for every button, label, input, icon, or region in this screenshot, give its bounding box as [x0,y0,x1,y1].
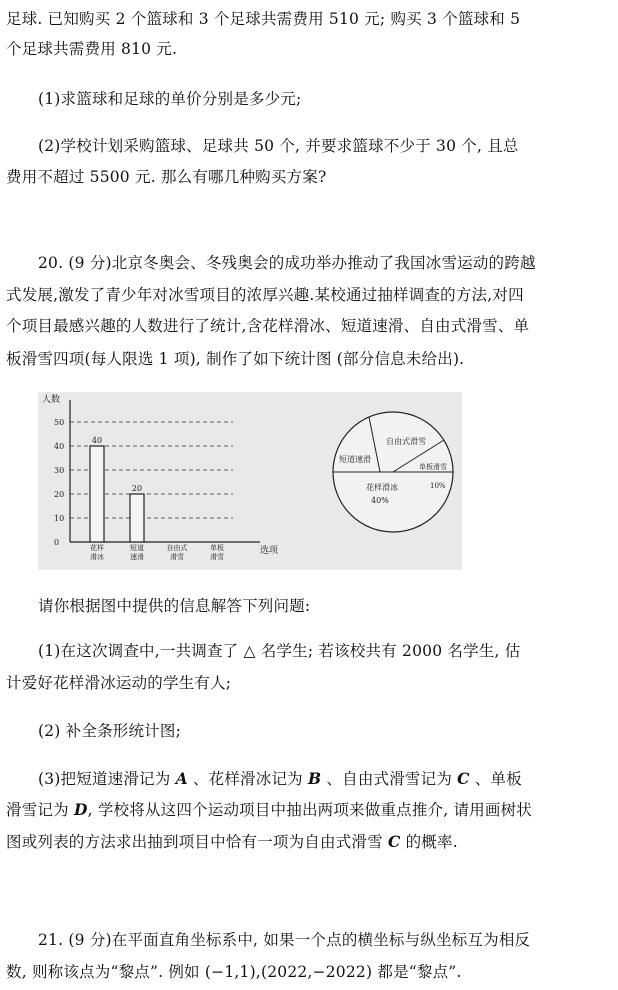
pie-value-snowboard: 10% [430,482,446,490]
text-line-9: 板滑雪四项(每人限选 1 项), 制作了如下统计图 (部分信息未给出). [6,350,465,368]
y-axis-label: 人数 [42,395,61,405]
text-line-12: 计爱好花样滑冰运动的学生有人; [6,674,232,692]
y-tick-label: 30 [54,466,65,475]
pie-value-figure-skating: 40% [371,496,389,505]
y-tick-label: 40 [54,442,65,451]
pie-label-short-track: 短道速滑 [339,455,371,464]
question-19-part-1: (1)求篮球和足球的单价分别是多少元; [38,90,302,108]
text-line-18: 数, 则称该点为“黎点”. 例如 (−1,1),(2022,−2022) 都是“黎点”. [6,963,462,981]
pie-label-snowboard: 单板滑雪 [419,463,447,471]
pie-label-figure-skating: 花样滑冰 [366,483,398,492]
x-tick-label: 短道 [130,544,144,552]
x-tick-label: 滑冰 [90,553,104,561]
x-tick-label: 滑雪 [210,553,224,561]
y-tick-label: 20 [54,490,65,499]
question-19-part-2: (2)学校计划采购篮球、足球共 50 个, 并要求篮球不少于 30 个, 且总 [38,137,519,155]
statistics-svg [38,392,462,570]
text-line-15: 滑雪记为 D, 学校将从这四个运动项目中抽出两项来做重点推介, 请用画树状 [6,800,533,819]
text-line-2: 个足球共需费用 810 元. [6,40,178,58]
y-tick-label: 50 [54,418,65,427]
bar [90,446,104,542]
y-tick-label: 0 [54,538,60,547]
question-20-part-1: (1)在这次调查中,一共调查了 △ 名学生; 若该校共有 2000 名学生, 估 [38,642,521,660]
y-tick-label: 10 [54,514,65,523]
instruction-line: 请你根据图中提供的信息解答下列问题: [38,597,311,615]
text-line-8: 个项目最感兴趣的人数进行了统计,含花样滑冰、短道速滑、自由式滑雪、单 [6,317,530,335]
text-line-16: 图或列表的方法求出抽到项目中恰有一项为自由式滑雪 C 的概率. [6,832,458,851]
question-21-heading: 21. (9 分)在平面直角坐标系中, 如果一个点的横坐标与纵坐标互为相反 [38,931,531,949]
x-axis-label: 选项 [260,546,279,556]
text-line-7: 式发展,激发了青少年对冰雪项目的浓厚兴趣.某校通过抽样调查的方法,对四 [6,286,524,304]
question-20-heading: 20. (9 分)北京冬奥会、冬残奥会的成功举办推动了我国冰雪运动的跨越 [38,254,536,272]
bar-data-label: 20 [131,484,143,493]
pie-chart [333,412,453,532]
x-tick-label: 速滑 [130,553,144,561]
x-tick-label: 自由式 [166,544,188,552]
x-tick-label: 花样 [90,544,104,552]
x-tick-labels [90,543,224,561]
pie-label-freestyle: 自由式滑雪 [386,437,426,446]
x-tick-label: 滑雪 [170,553,184,561]
x-tick-label: 单板 [210,544,224,552]
bar [130,494,144,542]
bars [90,436,144,542]
text-line-5: 费用不超过 5500 元. 那么有哪几种购买方案? [6,168,327,186]
bar-data-label: 40 [91,436,103,445]
statistics-figure [38,392,462,570]
question-20-part-2: (2) 补全条形统计图; [38,722,182,740]
text-line-1: 足球. 已知购买 2 个篮球和 3 个足球共需费用 510 元; 购买 3 个篮球和 5 [6,10,521,28]
bar-chart [42,393,279,561]
question-20-part-3: (3)把短道速滑记为 A 、花样滑冰记为 B 、自由式滑雪记为 C 、单板 [38,769,522,788]
